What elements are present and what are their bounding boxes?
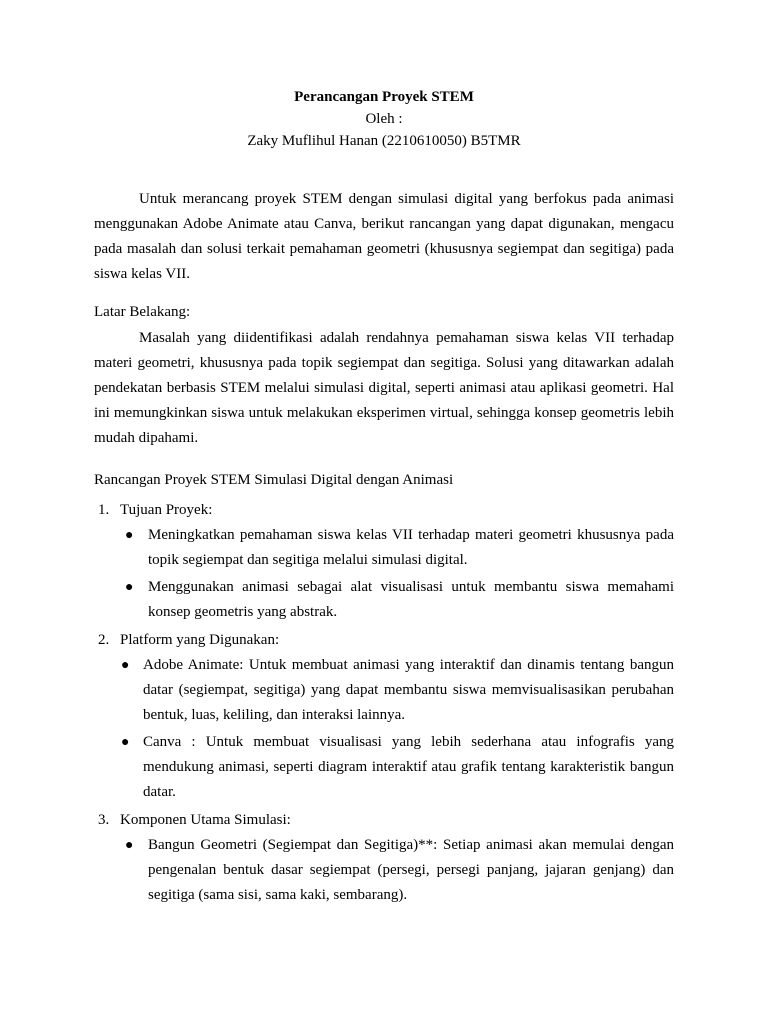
list-item-text: Bangun Geometri (Segiempat dan Segitiga)**: Setiap animasi akan memulai dengan pengenalan bentuk dasar segiempat (persegi, persegi panjang, jajaran genjang) dan segitiga (sama sisi, sama kaki, sembarang). <box>148 837 674 903</box>
section-item <box>94 500 674 625</box>
section-bullet-list <box>120 653 674 805</box>
design-heading: Rancangan Proyek STEM Simulasi Digital dengan Animasi <box>94 472 454 488</box>
background-paragraph: Masalah yang diidentifikasi adalah rendahnya pemahaman siswa kelas VII terhadap materi geometri, khususnya pada topik segiempat dan segitiga. Solusi yang ditawarkan adalah pendekatan berbasis STEM melalui simulasi digital, seperti animasi atau aplikasi geometri. Hal ini memungkinkan siswa untuk melakukan eksperimen virtual, sehingga konsep geometris lebih mudah dipahami. <box>94 330 674 446</box>
list-item <box>120 523 674 573</box>
list-item <box>120 833 674 908</box>
list-item-text: Canva : Untuk membuat visualisasi yang lebih sederhana atau infografis yang mendukung animasi, seperti diagram interaktif atau grafik tentang karakteristik bangun datar. <box>143 734 674 800</box>
list-item-text: Meningkatkan pemahaman siswa kelas VII terhadap materi geometri khususnya pada topik segiempat dan segitiga melalui simulasi digital. <box>148 527 674 568</box>
section-item <box>94 810 674 908</box>
background-label: Latar Belakang: <box>94 304 191 320</box>
list-item-text: Menggunakan animasi sebagai alat visualisasi untuk membantu siswa memahami konsep geometris yang abstrak. <box>148 579 674 620</box>
bullet-icon: ● <box>125 580 134 595</box>
intro-paragraph: Untuk merancang proyek STEM dengan simulasi digital yang berfokus pada animasi menggunakan Adobe Animate atau Canva, berikut rancangan yang dapat digunakan, mengacu pada masalah dan solusi terkait pemahaman geometri (khususnya segiempat dan segitiga) pada siswa kelas VII. <box>94 191 674 282</box>
bullet-icon: ● <box>125 838 134 853</box>
byline-label: Oleh : <box>365 111 403 127</box>
section-number: 3. <box>98 812 110 828</box>
section-title: Komponen Utama Simulasi: <box>120 812 291 828</box>
document-title: Perancangan Proyek STEM <box>294 89 474 105</box>
list-item <box>120 575 674 625</box>
list-item <box>120 653 674 728</box>
section-number: 1. <box>98 502 110 518</box>
bullet-icon: ● <box>121 658 130 673</box>
section-item <box>94 630 674 805</box>
section-list <box>94 500 674 908</box>
list-item-text: Adobe Animate: Untuk membuat animasi yang interaktif dan dinamis tentang bangun datar (segiempat, segitiga) yang dapat membantu siswa memvisualisasikan perubahan bentuk, luas, keliling, dan interaksi lainnya. <box>143 657 674 723</box>
section-bullet-list <box>120 523 674 625</box>
bullet-icon: ● <box>121 735 130 750</box>
bullet-icon: ● <box>125 528 134 543</box>
section-bullet-list <box>120 833 674 908</box>
section-title: Tujuan Proyek: <box>120 502 213 518</box>
section-title: Platform yang Digunakan: <box>120 632 280 648</box>
list-item <box>120 730 674 805</box>
author-line: Zaky Muflihul Hanan (2210610050) B5TMR <box>247 133 521 149</box>
document-header <box>94 86 674 152</box>
section-number: 2. <box>98 632 110 648</box>
